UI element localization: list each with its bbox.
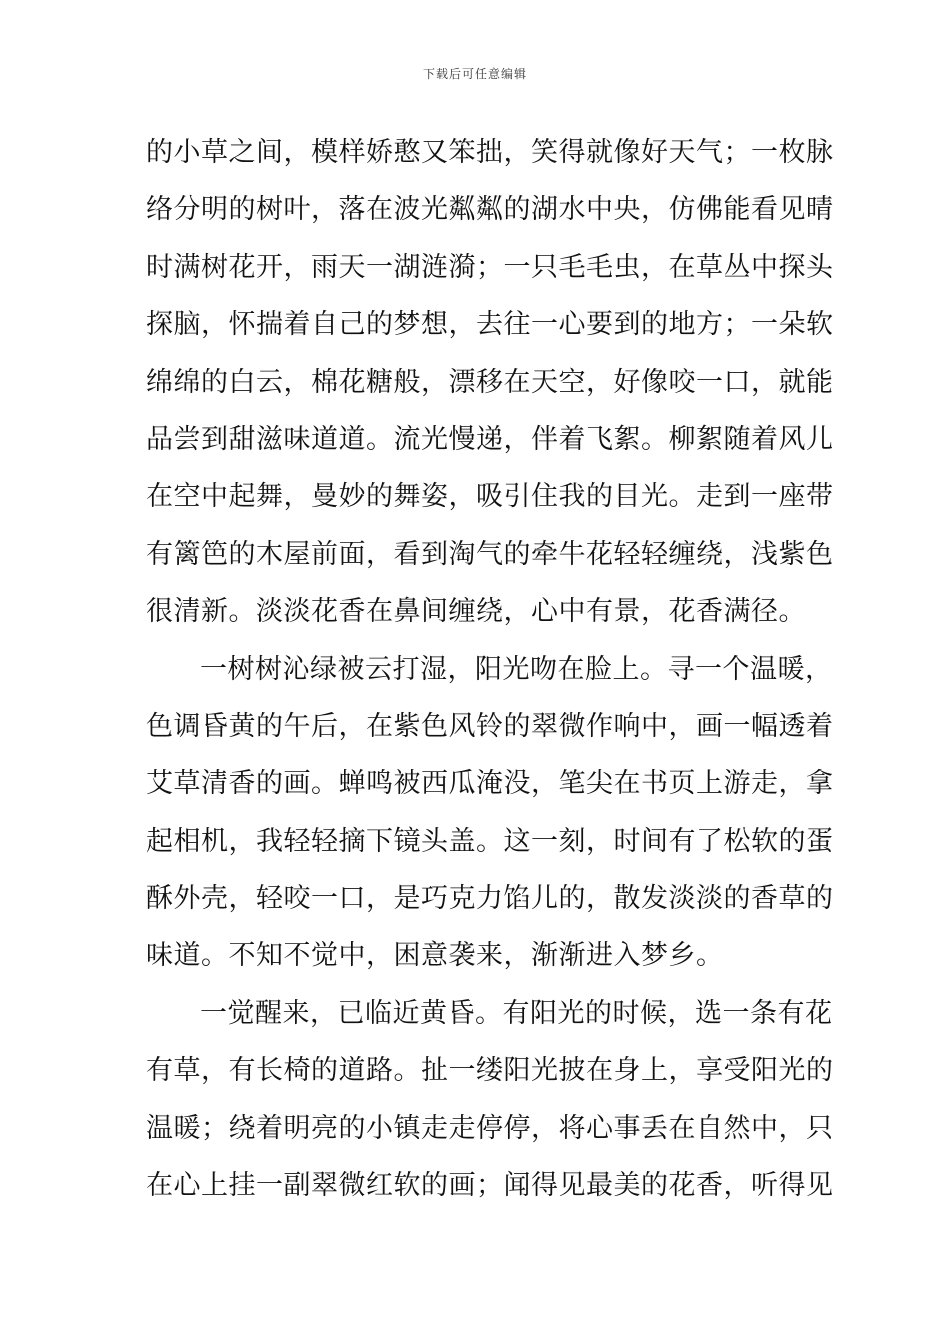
text-line: 酥外壳，轻咬一口，是巧克力馅儿的，散发淡淡的香草的: [146, 883, 834, 915]
text-line: 艾草清香的画。蝉鸣被西瓜淹没，笔尖在书页上游走，拿: [146, 768, 834, 800]
text-line: 在空中起舞，曼妙的舞姿，吸引住我的目光。走到一座带: [146, 481, 834, 513]
text-line: 探脑，怀揣着自己的梦想，去往一心要到的地方；一朵软: [146, 309, 834, 341]
text-line: 品尝到甜滋味道道。流光慢递，伴着飞絮。柳絮随着风儿: [146, 423, 834, 455]
page-header: 下载后可任意编辑: [422, 67, 527, 81]
paragraph: [146, 641, 834, 985]
text-line: 一树树沁绿被云打湿，阳光吻在脸上。寻一个温暖，: [200, 653, 833, 685]
text-line: 绵绵的白云，棉花糖般，漂移在天空，好像咬一口，就能: [146, 366, 834, 398]
text-line: 温暖；绕着明亮的小镇走走停停，将心事丢在自然中，只: [146, 1112, 834, 1144]
text-line: 时满树花开，雨天一湖涟漪；一只毛毛虫，在草丛中探头: [146, 251, 834, 283]
body-text: [146, 124, 834, 1214]
paragraph: [146, 985, 834, 1215]
text-line: 络分明的树叶，落在波光粼粼的湖水中央，仿佛能看见晴: [146, 194, 834, 226]
text-line: 起相机，我轻轻摘下镜头盖。这一刻，时间有了松软的蛋: [146, 825, 834, 857]
text-line: 味道。不知不觉中，困意袭来，渐渐进入梦乡。: [146, 940, 724, 972]
text-line: 的小草之间，模样娇憨又笨拙，笑得就像好天气；一枚脉: [146, 137, 834, 168]
paragraph: [146, 124, 834, 641]
text-line: 色调昏黄的午后，在紫色风铃的翠微作响中，画一幅透着: [146, 710, 834, 742]
text-line: 一觉醒来，已临近黄昏。有阳光的时候，选一条有花: [200, 997, 833, 1029]
text-line: 有草，有长椅的道路。扯一缕阳光披在身上，享受阳光的: [146, 1055, 834, 1087]
text-line: 很清新。淡淡花香在鼻间缠绕，心中有景，花香满径。: [146, 596, 806, 628]
text-line: 有篱笆的木屋前面，看到淘气的牵牛花轻轻缠绕，浅紫色: [146, 538, 834, 570]
text-line: 在心上挂一副翠微红软的画；闻得见最美的花香，听得见: [146, 1170, 834, 1202]
